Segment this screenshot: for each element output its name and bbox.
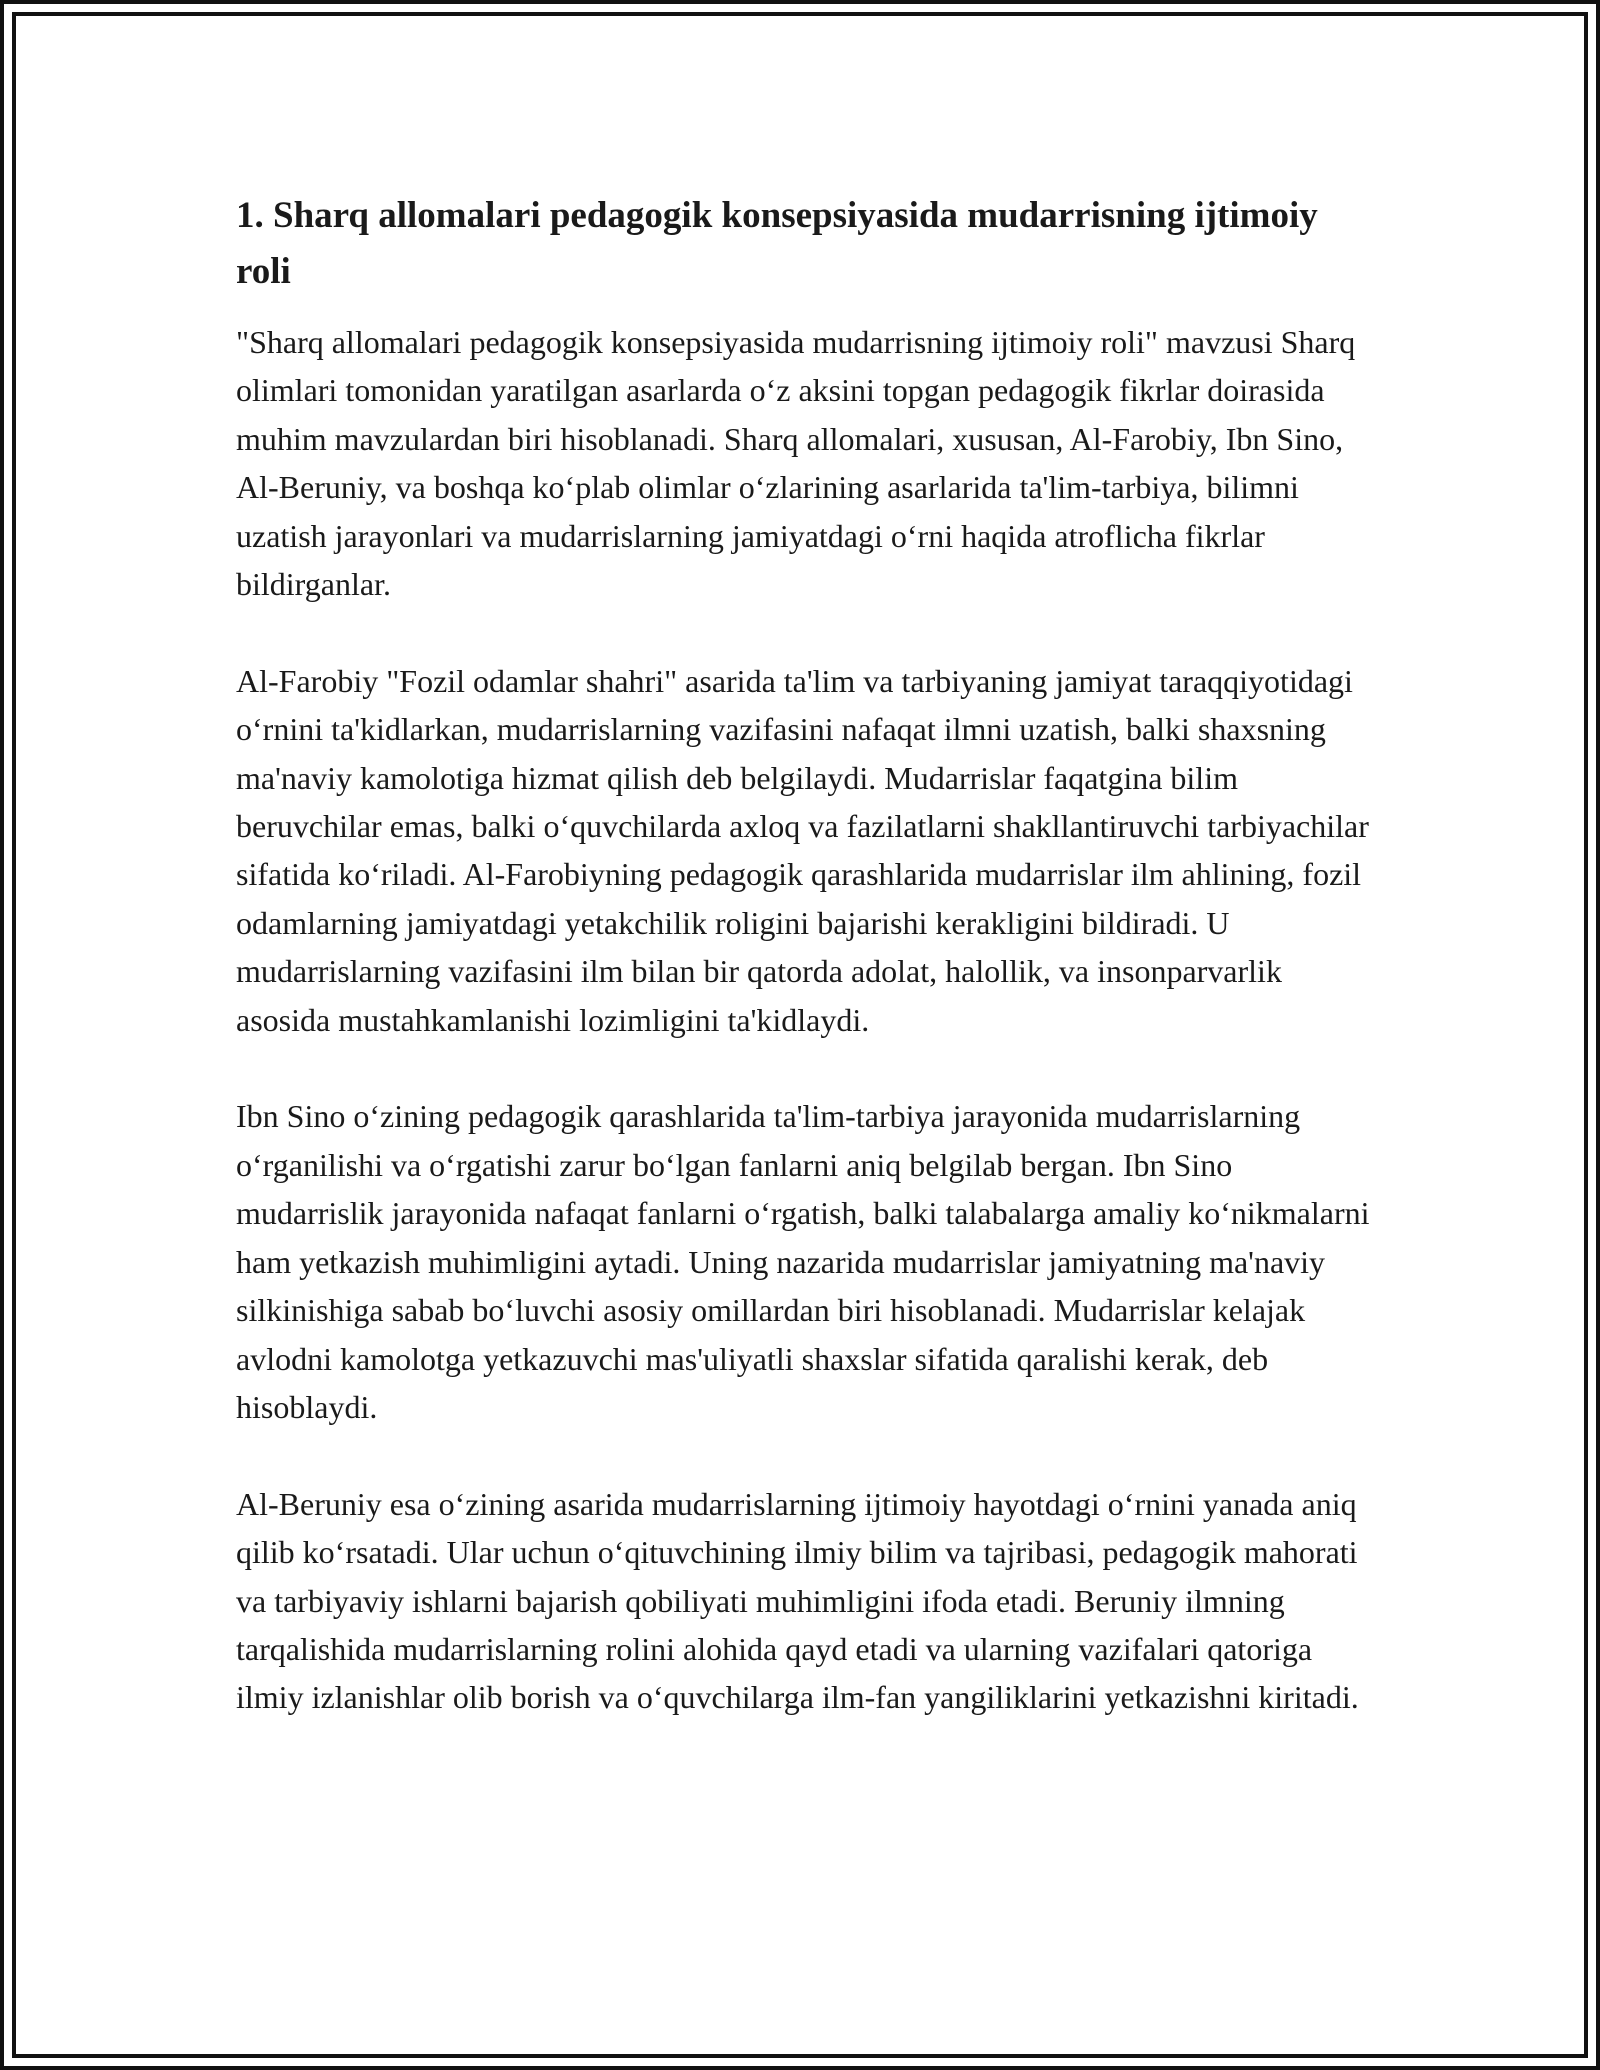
paragraph-al-beruniy: Al-Beruniy esa oʻzining asarida mudarrislarning ijtimoiy hayotdagi oʻrnini yanada aniq qilib koʻrsatadi. Ular uchun oʻqituvchining ilmiy bilim va tajribasi, pedagogik mahorati va tarbiyaviy ishlarni bajarish qobiliyati muhimligini ifoda etadi. Beruniy ilmning tarqalishida mudarrislarning rolini alohida qayd etadi va ularning vazifalari qatoriga ilmiy izlanishlar olib borish va oʻquvchilarga ilm-fan yangiliklarini yetkazishni kiritadi. [236,1485,1359,1716]
document-body [236,188,1376,1722]
paragraph-al-farobiy: Al-Farobiy "Fozil odamlar shahri" asarida ta'lim va tarbiyaning jamiyat taraqqiyotidagi oʻrnini ta'kidlarkan, mudarrislarning vazifasini nafaqat ilmni uzatish, balki shaxsning ma'naviy kamolotiga hizmat qilish deb belgilaydi. Mudarrislar faqatgina bilim beruvchilar emas, balki oʻquvchilarda axloq va fazilatlarni shakllantiruvchi tarbiyachilar sifatida koʻriladi. Al-Farobiyning pedagogik qarashlarida mudarrislar ilm ahlining, fozil odamlarning jamiyatdagi yetakchilik roligini bajarishi kerakligini bildiradi. U mudarrislarning vazifasini ilm bilan bir qatorda adolat, halollik, va insonparvarlik asosida mustahkamlanishi lozimligini ta'kidlaydi. [236,662,1369,1038]
paragraph-intro: "Sharq allomalari pedagogik konsepsiyasida mudarrisning ijtimoiy roli" mavzusi Sharq olimlari tomonidan yaratilgan asarlarda oʻz aksini topgan pedagogik fikrlar doirasida muhim mavzulardan biri hisoblanadi. Sharq allomalari, xususan, Al-Farobiy, Ibn Sino, Al-Beruniy, va boshqa koʻplab olimlar oʻzlarining asarlarida ta'lim-tarbiya, bilimni uzatish jarayonlari va mudarrislarning jamiyatdagi oʻrni haqida atroflicha fikrlar bildirganlar. [236,324,1356,603]
paragraph-ibn-sino: Ibn Sino oʻzining pedagogik qarashlarida ta'lim-tarbiya jarayonida mudarrislarning oʻrganilishi va oʻrgatishi zarur boʻlgan fanlarni aniq belgilab bergan. Ibn Sino mudarrislik jarayonida nafaqat fanlarni oʻrgatish, balki talabalarga amaliy koʻnikmalarni ham yetkazish muhimligini aytadi. Uning nazarida mudarrislar jamiyatning ma'naviy silkinishiga sabab boʻluvchi asosiy omillardan biri hisoblanadi. Mudarrislar kelajak avlodni kamolotga yetkazuvchi mas'uliyatli shaxslar sifatida qaralishi kerak, deb hisoblaydi. [236,1098,1370,1425]
section-title: 1. Sharq allomalari pedagogik konsepsiyasida mudarrisning ijtimoiy roli [236,195,1318,292]
